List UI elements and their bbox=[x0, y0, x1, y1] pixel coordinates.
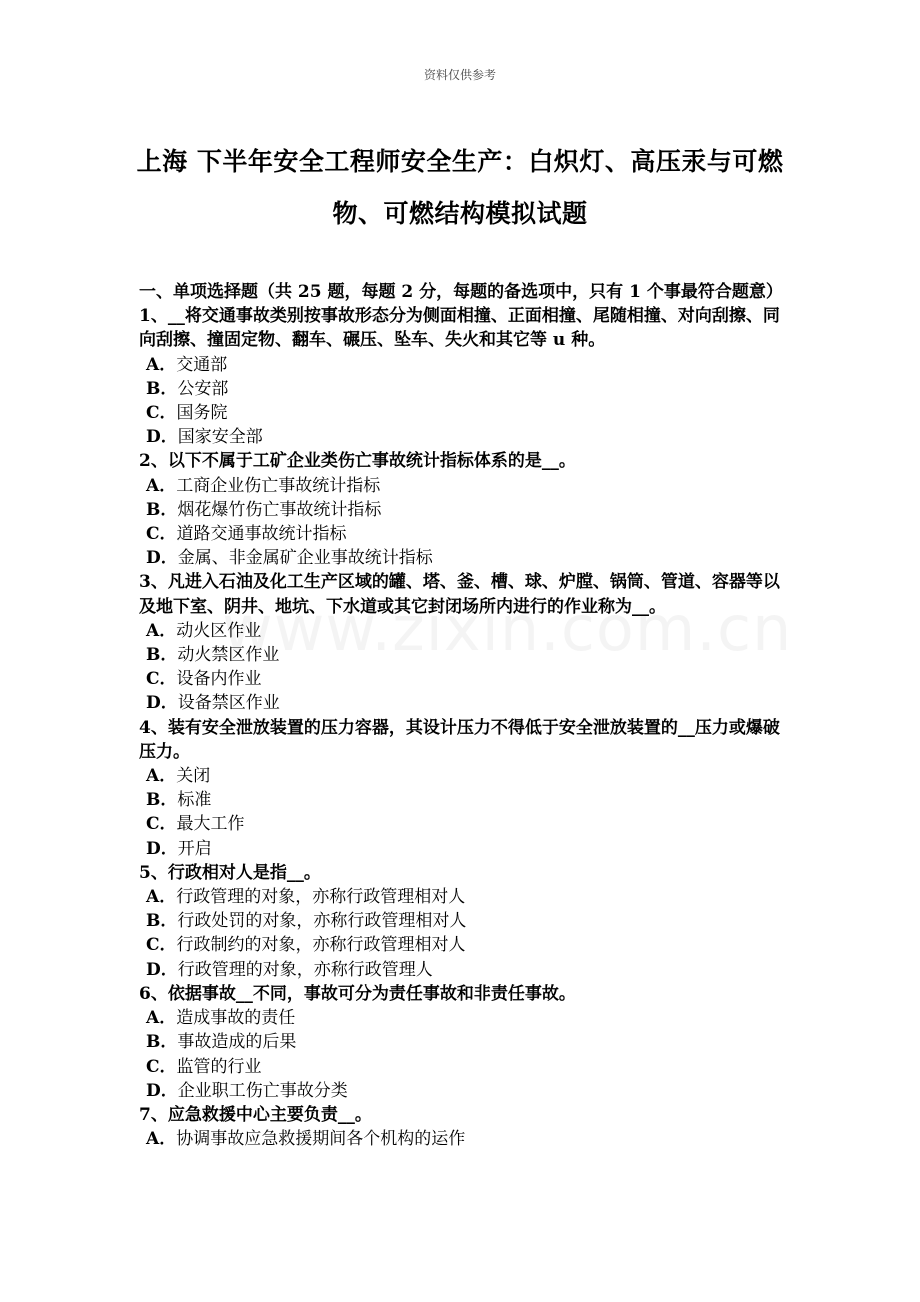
option-letter: D． bbox=[146, 548, 178, 569]
question-stem: 5、行政相对人是指__。 bbox=[139, 862, 321, 883]
answer-option bbox=[139, 498, 784, 522]
option-text: 设备禁区作业 bbox=[177, 693, 280, 714]
question-block bbox=[139, 570, 784, 715]
answer-option bbox=[139, 1079, 784, 1103]
option-text: 标准 bbox=[177, 790, 212, 811]
answer-option bbox=[139, 643, 784, 667]
question-stem: 4、装有安全泄放装置的压力容器，其设计压力不得低于安全泄放装置的__压力或爆破压力。 bbox=[139, 717, 780, 762]
option-letter: A． bbox=[146, 766, 177, 787]
option-text: 设备内作业 bbox=[176, 669, 262, 690]
questions-container bbox=[139, 304, 784, 1151]
option-text: 行政处罚的对象，亦称行政管理相对人 bbox=[177, 911, 467, 932]
option-letter: A． bbox=[146, 1008, 177, 1029]
answer-option bbox=[139, 1127, 784, 1151]
option-text: 造成事故的责任 bbox=[176, 1008, 296, 1029]
answer-option bbox=[139, 812, 784, 836]
answer-option bbox=[139, 788, 784, 812]
answer-option bbox=[139, 764, 784, 788]
option-letter: C． bbox=[146, 403, 177, 424]
answer-option bbox=[139, 546, 784, 570]
option-letter: B． bbox=[146, 645, 178, 666]
option-letter: C． bbox=[146, 669, 177, 690]
option-text: 动火禁区作业 bbox=[177, 645, 280, 666]
option-text: 道路交通事故统计指标 bbox=[176, 524, 347, 545]
answer-option bbox=[139, 1055, 784, 1079]
option-text: 行政制约的对象，亦称行政管理相对人 bbox=[176, 935, 466, 956]
option-letter: D． bbox=[146, 959, 178, 980]
answer-option bbox=[139, 377, 784, 401]
answer-option bbox=[139, 474, 784, 498]
option-letter: C． bbox=[146, 935, 177, 956]
page-header: 资料仅供参考 bbox=[423, 68, 496, 82]
answer-option bbox=[139, 1006, 784, 1030]
option-text: 最大工作 bbox=[176, 814, 245, 835]
option-text: 行政管理的对象，亦称行政管理相对人 bbox=[176, 887, 466, 908]
answer-option bbox=[139, 353, 784, 377]
answer-option bbox=[139, 885, 784, 909]
option-letter: D． bbox=[146, 427, 178, 448]
answer-option bbox=[139, 401, 784, 425]
option-letter: B． bbox=[146, 378, 178, 399]
option-letter: C． bbox=[146, 1056, 177, 1077]
document-title: 上海 下半年安全工程师安全生产：白炽灯、高压汞与可燃物、可燃结构模拟试题 bbox=[136, 147, 784, 228]
answer-option bbox=[139, 425, 784, 449]
option-letter: B． bbox=[146, 499, 178, 520]
question-stem: 1、__将交通事故类别按事故形态分为侧面相撞、正面相撞、尾随相撞、对向刮擦、同向刮擦、撞固定物、翻车、碾压、坠车、失火和其它等 u 种。 bbox=[139, 306, 780, 351]
question-stem: 3、凡进入石油及化工生产区域的罐、塔、釜、槽、球、炉膛、锅筒、管道、容器等以及地下室、阴井、地坑、下水道或其它封闭场所内进行的作业称为__。 bbox=[139, 572, 780, 617]
option-letter: B． bbox=[146, 911, 178, 932]
question-stem: 6、依据事故__不同，事故可分为责任事故和非责任事故。 bbox=[139, 983, 576, 1004]
answer-option bbox=[139, 909, 784, 933]
question-stem: 7、应急救援中心主要负责__。 bbox=[139, 1104, 372, 1125]
question-block bbox=[139, 304, 784, 449]
question-block bbox=[139, 982, 784, 1103]
option-text: 国家安全部 bbox=[177, 427, 263, 448]
answer-option bbox=[139, 667, 784, 691]
option-text: 行政管理的对象，亦称行政管理人 bbox=[177, 959, 433, 980]
option-letter: A． bbox=[146, 1129, 177, 1150]
option-text: 工商企业伤亡事故统计指标 bbox=[176, 475, 381, 496]
option-text: 动火区作业 bbox=[176, 620, 262, 641]
option-text: 关闭 bbox=[176, 766, 211, 787]
answer-option bbox=[139, 1030, 784, 1054]
option-letter: A． bbox=[146, 887, 177, 908]
answer-option bbox=[139, 522, 784, 546]
option-letter: A． bbox=[146, 620, 177, 641]
option-text: 金属、非金属矿企业事故统计指标 bbox=[177, 548, 433, 569]
option-text: 烟花爆竹伤亡事故统计指标 bbox=[177, 499, 382, 520]
answer-option bbox=[139, 619, 784, 643]
option-letter: B． bbox=[146, 1032, 178, 1053]
option-text: 事故造成的后果 bbox=[177, 1032, 297, 1053]
option-letter: D． bbox=[146, 838, 178, 859]
question-block bbox=[139, 861, 784, 982]
section-heading: 一、单项选择题（共 25 题，每题 2 分，每题的备选项中，只有 1 个事最符合题意） bbox=[139, 282, 783, 302]
answer-option bbox=[139, 933, 784, 957]
question-block bbox=[139, 1103, 784, 1151]
question-block bbox=[139, 449, 784, 570]
option-text: 交通部 bbox=[176, 354, 228, 375]
option-letter: A． bbox=[146, 475, 177, 496]
question-list bbox=[139, 280, 784, 1151]
answer-option bbox=[139, 691, 784, 715]
option-letter: C． bbox=[146, 524, 177, 545]
option-letter: B． bbox=[146, 790, 178, 811]
answer-option bbox=[139, 958, 784, 982]
option-letter: A． bbox=[146, 354, 177, 375]
question-stem: 2、以下不属于工矿企业类伤亡事故统计指标体系的是__。 bbox=[139, 451, 576, 472]
option-text: 企业职工伤亡事故分类 bbox=[177, 1080, 348, 1101]
option-letter: D． bbox=[146, 1080, 178, 1101]
option-letter: D． bbox=[146, 693, 178, 714]
option-text: 协调事故应急救援期间各个机构的运作 bbox=[176, 1129, 466, 1150]
option-text: 国务院 bbox=[176, 403, 228, 424]
option-text: 开启 bbox=[177, 838, 212, 859]
answer-option bbox=[139, 837, 784, 861]
question-block bbox=[139, 716, 784, 861]
option-letter: C． bbox=[146, 814, 177, 835]
option-text: 监管的行业 bbox=[176, 1056, 262, 1077]
option-text: 公安部 bbox=[177, 378, 229, 399]
